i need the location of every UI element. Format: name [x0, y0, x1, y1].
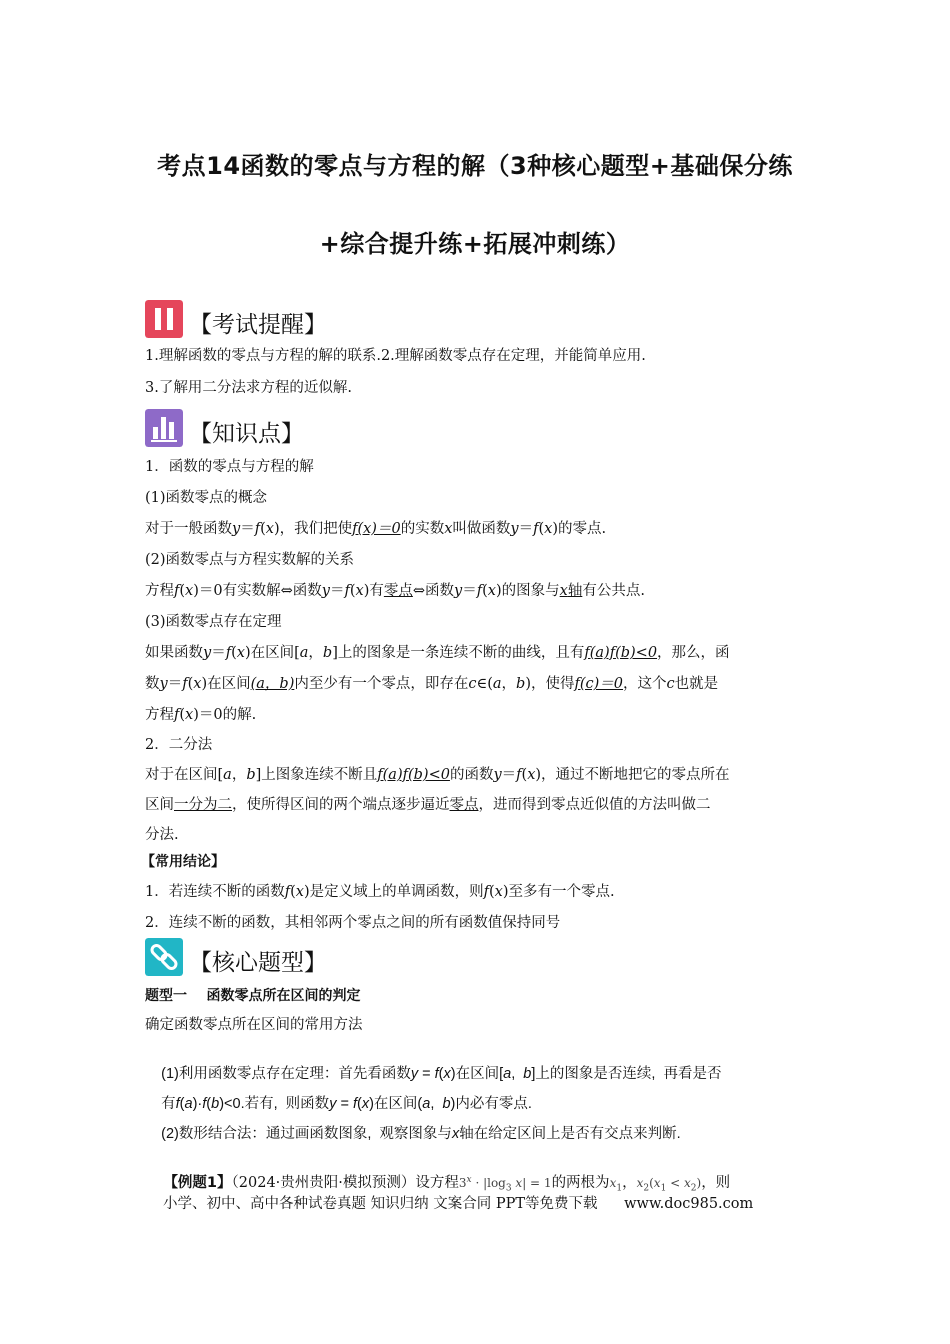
knowledge-line: 1．函数的零点与方程的解	[145, 459, 314, 475]
pause-bars-icon	[145, 300, 183, 338]
knowledge-line: (1)函数零点的概念	[145, 490, 268, 506]
bar-chart-icon	[145, 409, 183, 447]
knowledge-line: (2)函数零点与方程实数解的关系	[145, 552, 355, 568]
blank-answer: 零点	[449, 797, 479, 813]
method-line: 确定函数零点所在区间的常用方法	[145, 1017, 363, 1033]
blank-answer: x轴	[559, 583, 583, 599]
method-line: 有f(a)·f(b)<0.若有, 则函数y = f(x)在区间(a, b)内必有零点.	[161, 1096, 532, 1112]
blank-answer: f(x)＝0	[352, 521, 401, 537]
knowledge-line: 对于在区间[a，b]上图象连续不断且f(a)f(b)<0的函数y＝f(x)，通过不断地把它的零点所在	[145, 767, 730, 783]
knowledge-line: 2．二分法	[145, 737, 213, 753]
knowledge-line: 分法.	[145, 827, 179, 843]
link-icon	[145, 938, 183, 976]
conclusion-line: 2．连续不断的函数，其相邻两个零点之间的所有函数值保持同号	[145, 915, 561, 931]
section-heading-core-types: 【核心题型】	[189, 950, 327, 976]
exam-tip-line-1: 1.理解函数的零点与方程的解的联系.2.理解函数零点存在定理，并能简单应用.	[145, 348, 646, 364]
footer-site-link[interactable]: www.doc985.com	[624, 1196, 754, 1212]
knowledge-line: 对于一般函数y＝f(x)，我们把使f(x)＝0的实数x叫做函数y＝f(x)的零点.	[145, 521, 607, 537]
blank-answer: f(a)f(b)<0	[584, 645, 658, 661]
method-line: (2)数形结合法：通过画函数图象, 观察图象与x轴在给定区间上是否有交点来判断.	[161, 1126, 681, 1142]
footer-text: 小学、初中、高中各种试卷真题 知识归纳 文案合同 PPT等免费下载	[163, 1196, 598, 1212]
knowledge-line: (3)函数零点存在定理	[145, 614, 282, 630]
blank-answer: (a，b)	[250, 676, 295, 692]
knowledge-line: 数y＝f(x)在区间(a，b)内至少有一个零点，即存在c∈(a，b)，使得f(c)＝0，这个c也就是	[145, 676, 719, 692]
section-heading-exam-tips: 【考试提醒】	[189, 312, 327, 338]
blank-answer: f(a)f(b)<0	[377, 767, 450, 783]
example-label: 【例题1】	[163, 1175, 232, 1191]
section-heading-knowledge: 【知识点】	[189, 421, 304, 447]
question-type-title: 题型一 函数零点所在区间的判定	[145, 988, 361, 1004]
blank-answer: f(c)＝0	[574, 676, 624, 692]
blank-answer: 一分为二	[174, 797, 232, 813]
conclusion-line: 1．若连续不断的函数f(x)是定义域上的单调函数，则f(x)至多有一个零点.	[145, 884, 615, 900]
blank-answer: 零点	[383, 583, 413, 599]
method-line: (1)利用函数零点存在定理：首先看函数y = f(x)在区间[a, b]上的图象是否连续, 再看是否	[161, 1066, 722, 1082]
exam-tip-line-2: 3.了解用二分法求方程的近似解.	[145, 380, 352, 396]
knowledge-line: 如果函数y＝f(x)在区间[a，b]上的图象是一条连续不断的曲线，且有f(a)f(b)<0，那么，函	[145, 645, 730, 661]
example-1: 【例题1】（2024·贵州贵阳·模拟预测）设方程$3^x \cdot |\log_3$ x| = 1的两根为$x_1$，$x_2(x_1 < x_2)$，则	[163, 1175, 731, 1194]
knowledge-line: 区间一分为二，使所得区间的两个端点逐步逼近零点，进而得到零点近似值的方法叫做二	[145, 797, 711, 813]
page-title-line-1: 考点14函数的零点与方程的解（3种核心题型+基础保分练	[157, 152, 793, 180]
equation-image: $3^x \cdot |\log_3$ x| = 1	[458, 1175, 552, 1194]
footer-banner	[163, 1192, 753, 1213]
knowledge-line: 方程f(x)＝0的解.	[145, 707, 257, 723]
page-title-line-2: +综合提升练+拓展冲刺练）	[319, 230, 631, 258]
conclusion-heading: 【常用结论】	[141, 854, 225, 870]
knowledge-line: 方程f(x)＝0有实数解⇔函数y＝f(x)有零点⇔函数y＝f(x)的图象与x轴有公共点.	[145, 583, 645, 599]
